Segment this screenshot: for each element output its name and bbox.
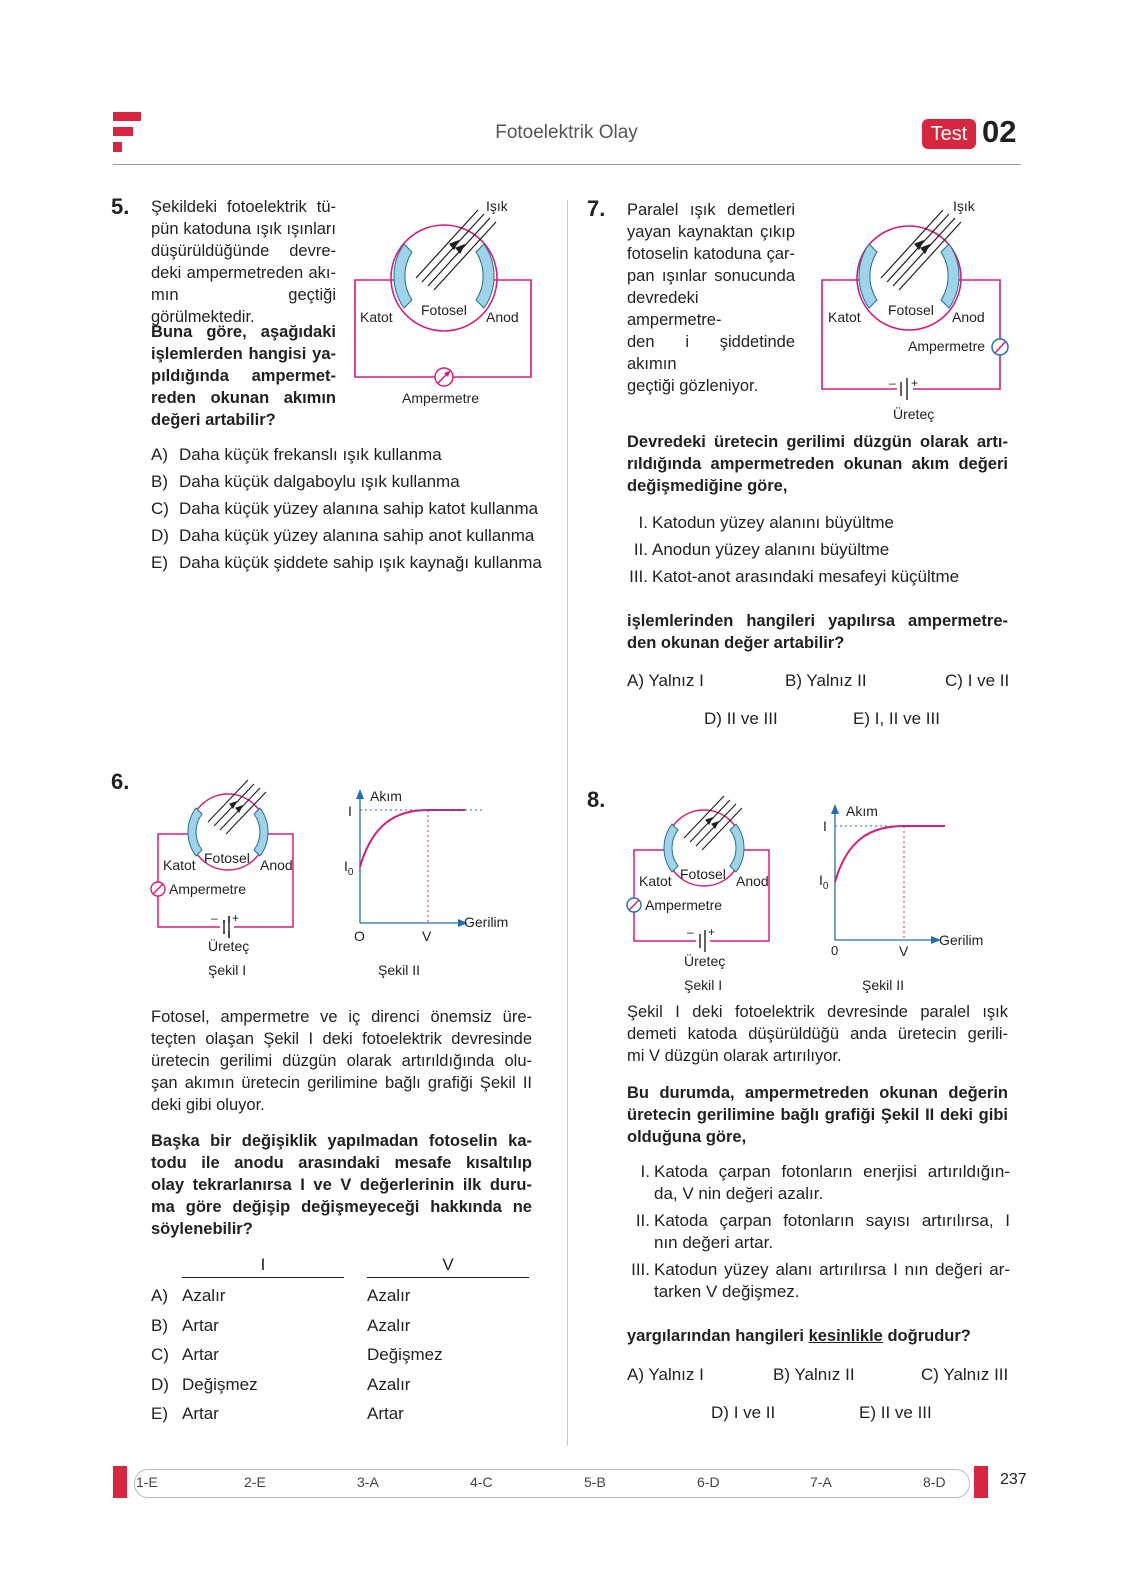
q7-question — [627, 431, 1008, 497]
option-text: I ve II — [967, 671, 1010, 690]
label-katot: Katot — [163, 857, 196, 873]
current-curve — [360, 810, 465, 867]
answer-key-item: 1-E — [136, 1474, 158, 1490]
option-letter: A) — [627, 1365, 644, 1384]
label-uretec: Üreteç — [208, 938, 250, 954]
option-v: Azalır — [367, 1286, 411, 1305]
q6-stem-line: Fotosel, ampermetre ve iç direnci önemsiz üre- — [151, 1008, 532, 1026]
option-letter: D) — [151, 526, 169, 545]
graph-axes — [360, 797, 460, 923]
q8-ask-pre: yargılarından hangileri — [627, 1327, 809, 1345]
q6-option-c[interactable] — [151, 1340, 531, 1370]
question-number-7: 7. — [587, 196, 606, 221]
q5-option-b[interactable] — [151, 468, 551, 495]
label-akim: Akım — [846, 803, 878, 819]
statement-line: Katoda çarpan fotonların sayısı artırılırsa, I — [654, 1211, 1010, 1230]
label-anod: Anod — [486, 309, 519, 325]
q8-circuit-diagram — [626, 786, 781, 1001]
answer-key-item: 5-B — [584, 1474, 606, 1490]
test-number: 02 — [982, 114, 1017, 149]
footer-accent-right — [974, 1466, 988, 1498]
option-letter: C) — [921, 1365, 939, 1384]
q7-question-line: rıldığında ampermetreden okunan akım değeri — [627, 455, 1008, 473]
answer-key-item: 6-D — [697, 1474, 720, 1490]
q7-question-line: değişmediğine göre, — [627, 477, 788, 495]
q7-statement — [620, 536, 1010, 563]
option-v: Azalır — [367, 1315, 411, 1335]
option-letter: B) — [773, 1365, 790, 1384]
anod-electrode — [254, 808, 268, 856]
y-axis-arrow — [356, 789, 364, 799]
option-v: Azalır — [367, 1374, 411, 1394]
option-i: Artar — [182, 1345, 219, 1364]
q8-option-e[interactable] — [859, 1399, 932, 1426]
option-text: Yalnız I — [648, 671, 704, 690]
option-text: Daha küçük dalgaboylu ışık kullanma — [179, 472, 460, 491]
q6-question — [151, 1130, 532, 1240]
statement-line: Katodun yüzey alanı artırılırsa I nın değeri ar- — [654, 1260, 1010, 1279]
label-anod: Anod — [952, 309, 985, 325]
option-text: Daha küçük şiddete sahip ışık kaynağı kullanma — [179, 553, 542, 572]
q8-current-voltage-graph — [815, 800, 995, 1000]
label-minus: – — [687, 925, 694, 939]
header-divider — [113, 164, 1021, 165]
q6-options — [151, 1281, 531, 1429]
label-zero: 0 — [831, 943, 839, 958]
statement-text: Katot-anot arasındaki mesafeyi küçültme — [652, 567, 960, 586]
q5-stem-line: Şekildeki fotoelektrik tü- — [151, 198, 336, 216]
option-letter: A) — [627, 671, 644, 690]
label-ampermetre: Ampermetre — [169, 881, 247, 897]
q5-stem-line: mın geçtiği görülmektedir. — [151, 286, 336, 326]
q5-stem-line: deki ampermetreden akı- — [151, 264, 336, 282]
q6-option-a[interactable] — [151, 1281, 531, 1311]
option-text: Daha küçük frekanslı ışık kullanma — [179, 445, 442, 464]
label-fotosel: Fotosel — [680, 866, 726, 882]
page-title: Fotoelektrik Olay — [495, 122, 638, 143]
label-minus: – — [211, 911, 218, 925]
q6-stem-line: teçten olaşan Şekil I deki fotoelektrik devresinde — [151, 1030, 532, 1048]
q7-ask-line: den okunan değer artabilir? — [627, 634, 845, 652]
q7-option-a[interactable] — [627, 667, 704, 694]
q8-question — [627, 1082, 1008, 1148]
q6-question-line: Başka bir değişiklik yapılmadan fotoselin ka- — [151, 1132, 532, 1150]
option-text: Daha küçük yüzey alanına sahip anot kullanma — [179, 526, 535, 545]
q8-stem-line: demeti katoda düşürüldüğü anda üretecin gerili- — [627, 1025, 1008, 1043]
option-letter: C) — [151, 1345, 169, 1364]
q5-question-line: reden okunan akımın — [151, 389, 336, 407]
q8-stem-line: mi V düzgün olarak artırılıyor. — [627, 1047, 842, 1065]
label-sekil-1: Şekil I — [684, 977, 723, 993]
q8-option-d[interactable] — [711, 1399, 775, 1426]
label-anod: Anod — [736, 873, 769, 889]
current-curve — [835, 826, 945, 882]
statement-number: I. — [640, 1162, 650, 1181]
option-letter: D) — [704, 709, 722, 728]
option-text: II ve III — [726, 709, 778, 728]
q6-stem-line: şan akımın üretecin gerilimine bağlı grafiği Şekil II — [151, 1074, 532, 1092]
option-letter: C) — [151, 499, 169, 518]
footer-accent-left — [113, 1466, 127, 1498]
ammeter-icon — [151, 882, 165, 896]
option-text: Yalnız II — [794, 1365, 855, 1384]
option-text: II ve III — [880, 1403, 932, 1422]
label-i0: $I_0$ — [819, 872, 829, 892]
statement-text: Katodun yüzey alanını büyültme — [652, 513, 894, 532]
q7-ask-line: işlemlerinden hangileri yapılırsa ampermetre- — [627, 612, 1008, 630]
option-text: Yalnız II — [806, 671, 867, 690]
q5-options — [151, 441, 551, 576]
q7-question-line: Devredeki üretecin gerilimi düzgün olarak artı- — [627, 433, 1008, 451]
q6-question-line: todu ile anodu arasındaki mesafe kısaltılıp — [151, 1154, 532, 1172]
q8-question-line: Bu durumda, ampermetreden okunan değerin — [627, 1084, 1008, 1102]
label-ampermetre: Ampermetre — [645, 897, 723, 913]
option-v: Artar — [367, 1404, 404, 1423]
q8-option-b[interactable] — [773, 1361, 855, 1388]
q7-stem-line: Paralel ışık demetleri — [627, 201, 795, 219]
question-number-8: 8. — [587, 787, 606, 812]
answer-key-item: 7-A — [810, 1474, 832, 1490]
q5-question-line: pıldığında ampermet- — [151, 367, 336, 385]
q8-statement — [622, 1161, 1010, 1205]
column-divider — [567, 200, 568, 1446]
statement-text: Anodun yüzey alanını büyültme — [652, 540, 890, 559]
q6-option-d[interactable] — [151, 1370, 531, 1400]
statement-line: tarken V değişmez. — [654, 1282, 800, 1301]
answer-key-item: 3-A — [357, 1474, 379, 1490]
q6-question-line: olay tekrarlanırsa I ve V değerlerinin ilk duru- — [151, 1176, 532, 1194]
q8-statements — [622, 1161, 1010, 1303]
option-i: Artar — [182, 1315, 219, 1335]
q7-stem-line: pan ışınlar sonucunda — [627, 267, 795, 285]
statement-number: III. — [631, 1260, 650, 1279]
q6-option-b[interactable] — [151, 1311, 531, 1341]
q7-option-c[interactable] — [945, 667, 1009, 694]
q8-option-c[interactable] — [921, 1361, 1008, 1388]
label-i: I — [348, 803, 352, 819]
statement-line: da, V nin değeri azalır. — [654, 1184, 824, 1203]
q7-stem-line: yayan kaynaktan çıkıp — [627, 223, 795, 241]
q8-statement — [622, 1259, 1010, 1303]
ammeter-icon — [992, 339, 1008, 355]
question-number-5: 5. — [111, 194, 130, 219]
label-sekil-2: Şekil II — [378, 962, 421, 978]
option-text: Daha küçük yüzey alanına sahip katot kullanma — [179, 499, 539, 518]
q7-statement — [620, 509, 1010, 536]
option-text: I, II ve III — [874, 709, 940, 728]
option-letter: A) — [151, 445, 168, 464]
q7-stem-line: geçtiği gözleniyor. — [627, 377, 759, 395]
option-text: Yalnız III — [943, 1365, 1009, 1384]
anod-electrode — [730, 824, 744, 872]
option-letter: A) — [151, 1286, 168, 1305]
q5-question-line: değeri artabilir? — [151, 411, 276, 429]
statement-number: II. — [633, 540, 648, 559]
label-gerilim: Gerilim — [939, 932, 984, 948]
q7-circuit-diagram — [815, 192, 1015, 427]
q7-option-d[interactable] — [704, 705, 778, 732]
q6-question-line: söylenebilir? — [151, 1220, 253, 1238]
label-katot: Katot — [639, 873, 672, 889]
label-o: O — [354, 928, 365, 944]
label-uretec: Üreteç — [893, 406, 935, 422]
label-gerilim: Gerilim — [464, 914, 509, 930]
option-letter: B) — [151, 472, 168, 491]
answer-key-item: 2-E — [244, 1474, 266, 1490]
statement-number: III. — [629, 567, 648, 586]
option-letter: C) — [945, 671, 963, 690]
label-plus: + — [708, 925, 716, 939]
label-anod: Anod — [260, 857, 293, 873]
q7-statement — [620, 563, 1010, 590]
q6-stem-line: deki gibi oluyor. — [151, 1096, 265, 1114]
label-v: V — [899, 943, 909, 959]
q7-option-b[interactable] — [785, 667, 867, 694]
q5-question-line: işlemlerden hangisi ya- — [151, 345, 336, 363]
label-minus: – — [889, 376, 896, 390]
y-axis-arrow — [831, 804, 839, 814]
label-katot: Katot — [828, 309, 861, 325]
option-letter: B) — [151, 1315, 168, 1335]
option-letter: D) — [711, 1403, 729, 1422]
label-i0: $I_0$ — [344, 858, 354, 878]
label-fotosel: Fotosel — [421, 302, 467, 318]
option-letter: D) — [151, 1374, 169, 1394]
q8-ask-post: doğrudur? — [882, 1327, 971, 1345]
answer-key-item: 8-D — [923, 1474, 946, 1490]
q7-stem-line: devredeki ampermetre- — [627, 289, 722, 329]
q5-stem-line: düşürüldüğünde devre- — [151, 242, 336, 260]
q5-option-a[interactable] — [151, 441, 551, 468]
q5-question-line: Buna göre, aşağıdaki — [151, 323, 336, 341]
q6-stem-line: üretecin gerilimi düzgün olarak artırıldığında olu- — [151, 1052, 532, 1070]
katot-electrode — [664, 824, 678, 872]
label-ampermetre: Ampermetre — [402, 390, 480, 406]
answer-key-item: 4-C — [470, 1474, 493, 1490]
q5-option-c[interactable] — [151, 495, 551, 522]
katot-electrode — [188, 808, 202, 856]
label-isik: Işık — [953, 198, 975, 214]
q7-stem — [627, 199, 795, 397]
q6-circuit-diagram — [150, 770, 305, 985]
q7-statements — [620, 509, 1010, 590]
option-letter: B) — [785, 671, 802, 690]
statement-line: Katoda çarpan fotonların enerjisi artırıldığın- — [654, 1162, 1010, 1181]
label-sekil-1: Şekil I — [208, 962, 247, 978]
q8-stem — [627, 1001, 1008, 1067]
option-i: Artar — [182, 1404, 219, 1423]
label-ampermetre: Ampermetre — [908, 338, 986, 354]
q5-question — [151, 321, 336, 431]
label-plus: + — [232, 911, 240, 925]
q5-circuit-diagram — [350, 192, 545, 412]
q6-question-line: ma göre değişip değişmeyeceği hakkında ne — [151, 1198, 532, 1216]
q8-stem-line: Şekil I deki fotoelektrik devresinde paralel ışık — [627, 1003, 1008, 1021]
q5-stem-line: pün katoduna ışık ışınları — [151, 220, 336, 238]
label-plus: + — [911, 376, 919, 390]
option-text: I ve II — [733, 1403, 776, 1422]
q5-stem — [151, 196, 336, 328]
option-i: Değişmez — [182, 1374, 258, 1394]
q8-question-line: olduğuna göre, — [627, 1128, 747, 1146]
q6-column-i-header: I — [182, 1255, 344, 1278]
label-isik: Işık — [486, 198, 508, 214]
q6-current-voltage-graph — [340, 785, 520, 985]
label-i: I — [823, 818, 827, 834]
option-v: Değişmez — [367, 1345, 443, 1364]
q5-option-d[interactable] — [151, 522, 551, 549]
q5-option-e[interactable] — [151, 549, 551, 576]
q7-option-e[interactable] — [853, 705, 940, 732]
option-letter: E) — [859, 1403, 876, 1422]
q7-stem-line: fotoselin katoduna çar- — [627, 245, 795, 263]
label-fotosel: Fotosel — [204, 850, 250, 866]
ammeter-icon — [435, 368, 453, 386]
page-number: 237 — [1000, 1471, 1027, 1488]
q7-ask — [627, 610, 1008, 654]
option-letter: E) — [151, 553, 168, 572]
q8-option-a[interactable] — [627, 1361, 704, 1388]
q8-ask-emphasis: kesinlikle — [808, 1327, 883, 1345]
statement-number: I. — [638, 513, 648, 532]
option-text: Yalnız I — [648, 1365, 704, 1384]
option-i: Azalır — [182, 1286, 226, 1305]
label-fotosel: Fotosel — [888, 302, 934, 318]
label-v: V — [422, 928, 432, 944]
q8-ask — [627, 1325, 1008, 1347]
statement-number: II. — [635, 1211, 650, 1230]
ammeter-icon — [627, 898, 641, 912]
label-uretec: Üreteç — [684, 953, 726, 969]
option-letter: E) — [853, 709, 870, 728]
graph-axes — [835, 812, 933, 940]
label-akim: Akım — [370, 788, 402, 804]
label-katot: Katot — [360, 309, 393, 325]
test-badge: Test — [922, 119, 976, 149]
option-letter: E) — [151, 1404, 168, 1423]
q8-question-line: üretecin gerilimine bağlı grafiği Şekil II deki gibi — [627, 1106, 1008, 1124]
question-number-6: 6. — [111, 769, 130, 794]
label-sekil-2: Şekil II — [862, 977, 905, 993]
q8-statement — [622, 1210, 1010, 1254]
q6-column-v-header: V — [367, 1255, 529, 1278]
q7-stem-line: den i şiddetinde akımın — [627, 333, 795, 373]
q6-stem — [151, 1006, 532, 1116]
q6-option-e[interactable] — [151, 1399, 531, 1429]
statement-line: nın değeri artar. — [654, 1233, 774, 1252]
